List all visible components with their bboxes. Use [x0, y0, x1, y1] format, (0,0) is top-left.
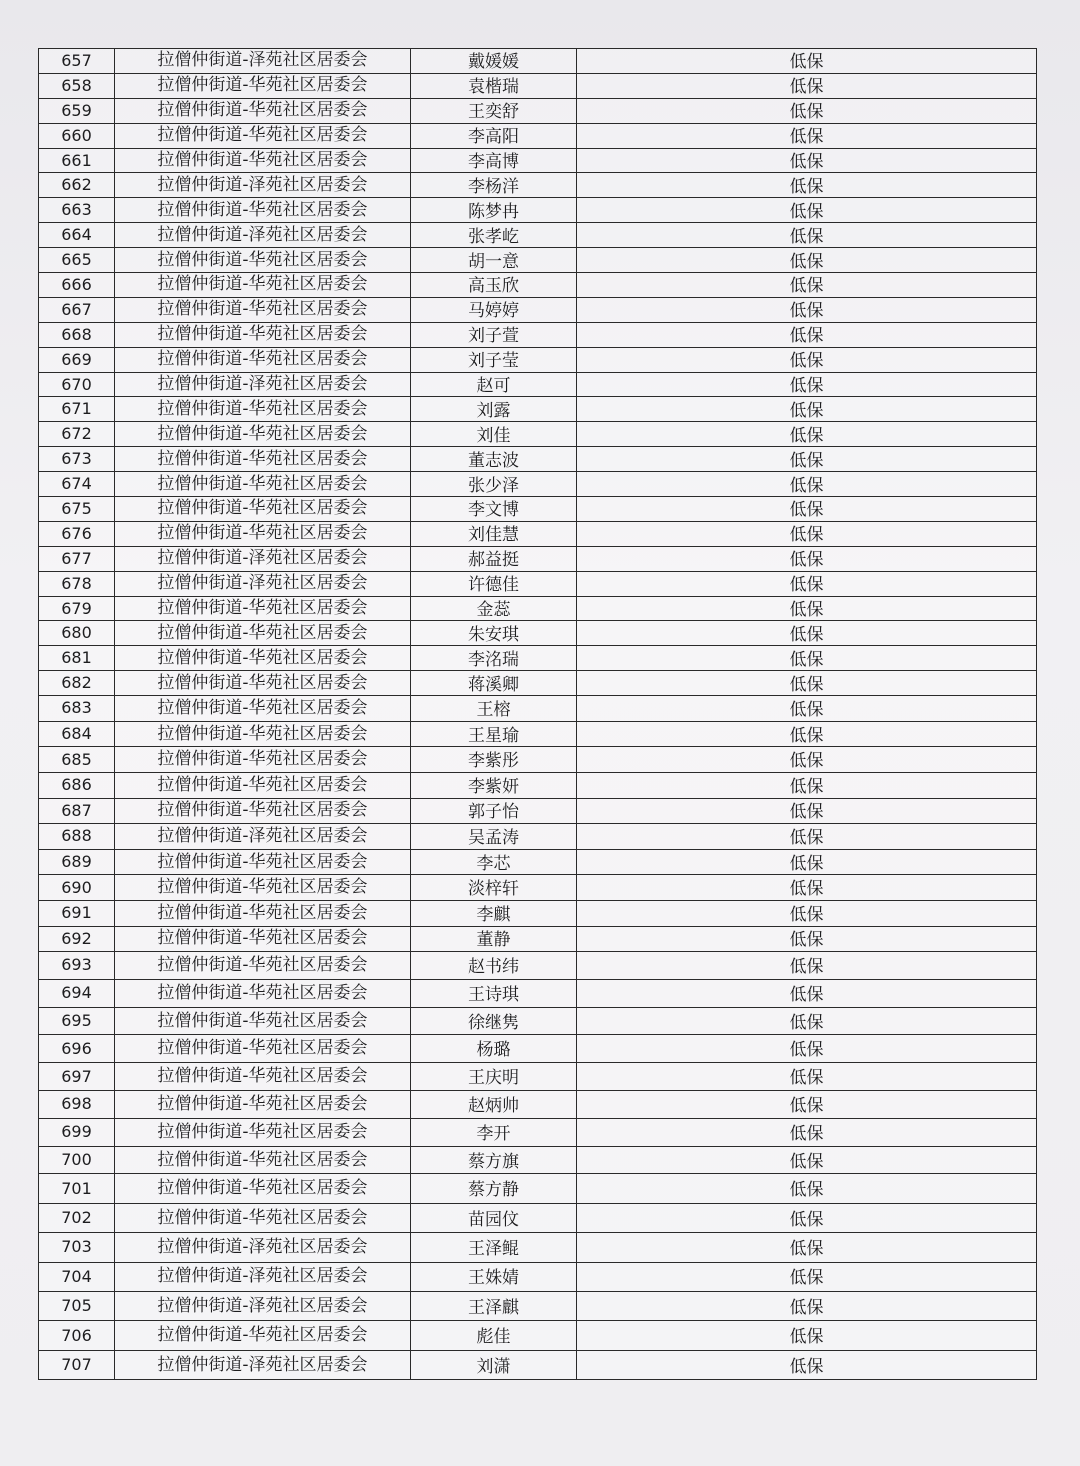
row-name: 李紫妍: [411, 772, 577, 798]
row-type: 低保: [577, 747, 1037, 773]
row-type: 低保: [577, 596, 1037, 621]
row-type: 低保: [577, 322, 1037, 347]
row-name: 苗园伩: [411, 1203, 577, 1232]
row-unit: 拉僧仲街道-华苑社区居委会: [115, 397, 411, 422]
row-unit: 拉僧仲街道-泽苑社区居委会: [115, 1262, 411, 1291]
row-name: 王星瑜: [411, 721, 577, 747]
row-type: 低保: [577, 926, 1037, 952]
row-number: 698: [39, 1091, 115, 1119]
row-type: 低保: [577, 148, 1037, 173]
row-type: 低保: [577, 1007, 1037, 1035]
table-row: [39, 497, 1037, 522]
row-type: 低保: [577, 123, 1037, 148]
row-number: 702: [39, 1203, 115, 1232]
row-unit: 拉僧仲街道-华苑社区居委会: [115, 875, 411, 901]
table-row: [39, 322, 1037, 347]
table-row: [39, 1350, 1037, 1379]
row-type: 低保: [577, 1321, 1037, 1350]
table-row: [39, 447, 1037, 472]
row-unit: 拉僧仲街道-华苑社区居委会: [115, 1118, 411, 1146]
row-name: 刘子莹: [411, 347, 577, 372]
row-type: 低保: [577, 1203, 1037, 1232]
assistance-table: [38, 48, 1037, 1380]
row-type: 低保: [577, 422, 1037, 447]
row-type: 低保: [577, 900, 1037, 926]
row-type: 低保: [577, 1146, 1037, 1174]
table-row: [39, 849, 1037, 875]
row-number: 685: [39, 747, 115, 773]
row-type: 低保: [577, 1262, 1037, 1291]
row-name: 蒋溪卿: [411, 671, 577, 696]
row-number: 707: [39, 1350, 115, 1379]
table-row: [39, 1063, 1037, 1091]
table-row: [39, 621, 1037, 646]
row-unit: 拉僧仲街道-华苑社区居委会: [115, 148, 411, 173]
table-row: [39, 1091, 1037, 1119]
row-type: 低保: [577, 49, 1037, 74]
table-row: [39, 772, 1037, 798]
row-type: 低保: [577, 273, 1037, 298]
row-number: 658: [39, 73, 115, 98]
row-unit: 拉僧仲街道-华苑社区居委会: [115, 347, 411, 372]
table-row: [39, 472, 1037, 497]
row-unit: 拉僧仲街道-华苑社区居委会: [115, 798, 411, 824]
row-type: 低保: [577, 1350, 1037, 1379]
row-unit: 拉僧仲街道-华苑社区居委会: [115, 747, 411, 773]
row-number: 661: [39, 148, 115, 173]
row-unit: 拉僧仲街道-华苑社区居委会: [115, 849, 411, 875]
table-row: [39, 347, 1037, 372]
row-unit: 拉僧仲街道-华苑社区居委会: [115, 1063, 411, 1091]
row-name: 王榕: [411, 696, 577, 722]
table-row: [39, 49, 1037, 74]
row-unit: 拉僧仲街道-泽苑社区居委会: [115, 1233, 411, 1262]
row-unit: 拉僧仲街道-华苑社区居委会: [115, 1174, 411, 1203]
row-name: 李开: [411, 1118, 577, 1146]
row-number: 679: [39, 596, 115, 621]
row-number: 674: [39, 472, 115, 497]
row-number: 660: [39, 123, 115, 148]
row-type: 低保: [577, 979, 1037, 1007]
row-number: 691: [39, 900, 115, 926]
row-number: 670: [39, 372, 115, 397]
row-number: 694: [39, 979, 115, 1007]
table-row: [39, 1146, 1037, 1174]
table-row: [39, 123, 1037, 148]
row-type: 低保: [577, 397, 1037, 422]
row-type: 低保: [577, 521, 1037, 546]
row-type: 低保: [577, 571, 1037, 596]
table-row: [39, 798, 1037, 824]
row-unit: 拉僧仲街道-华苑社区居委会: [115, 447, 411, 472]
row-name: 袁楷瑞: [411, 73, 577, 98]
table-row: [39, 1174, 1037, 1203]
row-type: 低保: [577, 546, 1037, 571]
row-name: 赵书纬: [411, 952, 577, 980]
table-row: [39, 596, 1037, 621]
table-row: [39, 1292, 1037, 1321]
row-number: 677: [39, 546, 115, 571]
row-unit: 拉僧仲街道-华苑社区居委会: [115, 521, 411, 546]
table-row: [39, 297, 1037, 322]
table-row: [39, 1035, 1037, 1063]
row-name: 李洺瑞: [411, 646, 577, 671]
table-row: [39, 875, 1037, 901]
row-number: 689: [39, 849, 115, 875]
row-number: 663: [39, 198, 115, 223]
row-type: 低保: [577, 952, 1037, 980]
table-row: [39, 1118, 1037, 1146]
row-number: 669: [39, 347, 115, 372]
row-number: 688: [39, 824, 115, 850]
row-name: 李文博: [411, 497, 577, 522]
row-unit: 拉僧仲街道-华苑社区居委会: [115, 248, 411, 273]
row-number: 695: [39, 1007, 115, 1035]
row-name: 赵炳帅: [411, 1091, 577, 1119]
row-type: 低保: [577, 721, 1037, 747]
row-type: 低保: [577, 1035, 1037, 1063]
row-unit: 拉僧仲街道-华苑社区居委会: [115, 1146, 411, 1174]
row-unit: 拉僧仲街道-华苑社区居委会: [115, 1321, 411, 1350]
table-row: [39, 979, 1037, 1007]
row-type: 低保: [577, 497, 1037, 522]
row-unit: 拉僧仲街道-华苑社区居委会: [115, 772, 411, 798]
table-row: [39, 571, 1037, 596]
row-name: 王泽鲲: [411, 1233, 577, 1262]
row-name: 蔡方旗: [411, 1146, 577, 1174]
table-row: [39, 696, 1037, 722]
table-row: [39, 422, 1037, 447]
table-row: [39, 747, 1037, 773]
row-number: 668: [39, 322, 115, 347]
table-row: [39, 248, 1037, 273]
table-row: [39, 824, 1037, 850]
row-number: 684: [39, 721, 115, 747]
row-number: 701: [39, 1174, 115, 1203]
row-type: 低保: [577, 173, 1037, 198]
row-name: 张少泽: [411, 472, 577, 497]
row-name: 王诗琪: [411, 979, 577, 1007]
row-type: 低保: [577, 372, 1037, 397]
row-number: 671: [39, 397, 115, 422]
row-number: 693: [39, 952, 115, 980]
row-name: 李紫彤: [411, 747, 577, 773]
row-number: 662: [39, 173, 115, 198]
row-name: 刘子萱: [411, 322, 577, 347]
row-type: 低保: [577, 1063, 1037, 1091]
row-name: 刘潇: [411, 1350, 577, 1379]
row-type: 低保: [577, 798, 1037, 824]
row-number: 667: [39, 297, 115, 322]
row-unit: 拉僧仲街道-华苑社区居委会: [115, 671, 411, 696]
row-name: 徐继隽: [411, 1007, 577, 1035]
row-number: 705: [39, 1292, 115, 1321]
row-unit: 拉僧仲街道-华苑社区居委会: [115, 696, 411, 722]
table-row: [39, 721, 1037, 747]
row-name: 刘佳慧: [411, 521, 577, 546]
row-unit: 拉僧仲街道-泽苑社区居委会: [115, 546, 411, 571]
row-unit: 拉僧仲街道-华苑社区居委会: [115, 297, 411, 322]
row-name: 陈梦冉: [411, 198, 577, 223]
row-type: 低保: [577, 223, 1037, 248]
row-number: 682: [39, 671, 115, 696]
row-unit: 拉僧仲街道-华苑社区居委会: [115, 596, 411, 621]
row-name: 淡梓轩: [411, 875, 577, 901]
row-name: 张孝屹: [411, 223, 577, 248]
row-name: 杨璐: [411, 1035, 577, 1063]
table-row: [39, 646, 1037, 671]
table-row: [39, 900, 1037, 926]
row-unit: 拉僧仲街道-泽苑社区居委会: [115, 824, 411, 850]
row-name: 王奕舒: [411, 98, 577, 123]
row-unit: 拉僧仲街道-华苑社区居委会: [115, 472, 411, 497]
row-unit: 拉僧仲街道-泽苑社区居委会: [115, 173, 411, 198]
row-type: 低保: [577, 1174, 1037, 1203]
row-type: 低保: [577, 297, 1037, 322]
table-row: [39, 372, 1037, 397]
row-name: 蔡方静: [411, 1174, 577, 1203]
row-number: 690: [39, 875, 115, 901]
row-name: 戴媛媛: [411, 49, 577, 74]
table-row: [39, 671, 1037, 696]
row-number: 692: [39, 926, 115, 952]
row-number: 666: [39, 273, 115, 298]
row-name: 李杨洋: [411, 173, 577, 198]
table-row: [39, 546, 1037, 571]
table-row: [39, 1233, 1037, 1262]
row-name: 李高博: [411, 148, 577, 173]
row-type: 低保: [577, 1233, 1037, 1262]
row-name: 马婷婷: [411, 297, 577, 322]
row-name: 刘佳: [411, 422, 577, 447]
row-number: 686: [39, 772, 115, 798]
table-row: [39, 1321, 1037, 1350]
table-row: [39, 1262, 1037, 1291]
row-unit: 拉僧仲街道-华苑社区居委会: [115, 979, 411, 1007]
row-number: 664: [39, 223, 115, 248]
row-name: 李麒: [411, 900, 577, 926]
row-unit: 拉僧仲街道-泽苑社区居委会: [115, 1292, 411, 1321]
row-type: 低保: [577, 875, 1037, 901]
row-unit: 拉僧仲街道-华苑社区居委会: [115, 1203, 411, 1232]
table-row: [39, 148, 1037, 173]
row-unit: 拉僧仲街道-华苑社区居委会: [115, 926, 411, 952]
table-row: [39, 1007, 1037, 1035]
row-unit: 拉僧仲街道-泽苑社区居委会: [115, 223, 411, 248]
row-type: 低保: [577, 646, 1037, 671]
row-type: 低保: [577, 1292, 1037, 1321]
row-name: 王姝婧: [411, 1262, 577, 1291]
row-name: 王庆明: [411, 1063, 577, 1091]
row-type: 低保: [577, 849, 1037, 875]
row-type: 低保: [577, 696, 1037, 722]
row-type: 低保: [577, 1118, 1037, 1146]
row-name: 朱安琪: [411, 621, 577, 646]
row-type: 低保: [577, 198, 1037, 223]
row-number: 672: [39, 422, 115, 447]
row-name: 郭子怡: [411, 798, 577, 824]
row-number: 704: [39, 1262, 115, 1291]
row-unit: 拉僧仲街道-华苑社区居委会: [115, 98, 411, 123]
row-unit: 拉僧仲街道-华苑社区居委会: [115, 1035, 411, 1063]
row-name: 彪佳: [411, 1321, 577, 1350]
row-name: 吴孟涛: [411, 824, 577, 850]
row-name: 董志波: [411, 447, 577, 472]
table-body: [39, 49, 1037, 1380]
row-unit: 拉僧仲街道-泽苑社区居委会: [115, 49, 411, 74]
table-row: [39, 1203, 1037, 1232]
row-unit: 拉僧仲街道-华苑社区居委会: [115, 73, 411, 98]
row-number: 680: [39, 621, 115, 646]
row-type: 低保: [577, 347, 1037, 372]
row-number: 699: [39, 1118, 115, 1146]
row-type: 低保: [577, 772, 1037, 798]
row-name: 高玉欣: [411, 273, 577, 298]
row-type: 低保: [577, 447, 1037, 472]
row-name: 胡一意: [411, 248, 577, 273]
row-name: 董静: [411, 926, 577, 952]
row-type: 低保: [577, 248, 1037, 273]
row-unit: 拉僧仲街道-华苑社区居委会: [115, 952, 411, 980]
row-unit: 拉僧仲街道-华苑社区居委会: [115, 198, 411, 223]
row-unit: 拉僧仲街道-华苑社区居委会: [115, 1091, 411, 1119]
row-unit: 拉僧仲街道-华苑社区居委会: [115, 721, 411, 747]
row-name: 李芯: [411, 849, 577, 875]
row-unit: 拉僧仲街道-泽苑社区居委会: [115, 372, 411, 397]
row-unit: 拉僧仲街道-华苑社区居委会: [115, 621, 411, 646]
row-number: 673: [39, 447, 115, 472]
row-type: 低保: [577, 671, 1037, 696]
row-unit: 拉僧仲街道-泽苑社区居委会: [115, 571, 411, 596]
row-number: 657: [39, 49, 115, 74]
row-type: 低保: [577, 98, 1037, 123]
table-row: [39, 73, 1037, 98]
row-number: 665: [39, 248, 115, 273]
table-row: [39, 173, 1037, 198]
table-row: [39, 952, 1037, 980]
row-name: 赵可: [411, 372, 577, 397]
table-row: [39, 98, 1037, 123]
table-row: [39, 926, 1037, 952]
row-name: 金蕊: [411, 596, 577, 621]
row-number: 706: [39, 1321, 115, 1350]
table-row: [39, 521, 1037, 546]
row-type: 低保: [577, 824, 1037, 850]
row-unit: 拉僧仲街道-华苑社区居委会: [115, 900, 411, 926]
row-number: 681: [39, 646, 115, 671]
row-unit: 拉僧仲街道-华苑社区居委会: [115, 322, 411, 347]
row-number: 696: [39, 1035, 115, 1063]
row-number: 687: [39, 798, 115, 824]
row-number: 683: [39, 696, 115, 722]
row-unit: 拉僧仲街道-华苑社区居委会: [115, 273, 411, 298]
row-unit: 拉僧仲街道-华苑社区居委会: [115, 1007, 411, 1035]
row-name: 李高阳: [411, 123, 577, 148]
row-name: 王泽麒: [411, 1292, 577, 1321]
row-number: 678: [39, 571, 115, 596]
row-type: 低保: [577, 73, 1037, 98]
table-row: [39, 223, 1037, 248]
row-name: 郝益挺: [411, 546, 577, 571]
row-number: 700: [39, 1146, 115, 1174]
row-unit: 拉僧仲街道-华苑社区居委会: [115, 646, 411, 671]
row-type: 低保: [577, 1091, 1037, 1119]
row-name: 刘露: [411, 397, 577, 422]
table-row: [39, 397, 1037, 422]
table-row: [39, 273, 1037, 298]
row-number: 703: [39, 1233, 115, 1262]
row-number: 676: [39, 521, 115, 546]
row-name: 许德佳: [411, 571, 577, 596]
row-unit: 拉僧仲街道-泽苑社区居委会: [115, 1350, 411, 1379]
row-unit: 拉僧仲街道-华苑社区居委会: [115, 422, 411, 447]
row-number: 675: [39, 497, 115, 522]
row-number: 697: [39, 1063, 115, 1091]
row-unit: 拉僧仲街道-华苑社区居委会: [115, 123, 411, 148]
row-unit: 拉僧仲街道-华苑社区居委会: [115, 497, 411, 522]
row-number: 659: [39, 98, 115, 123]
row-type: 低保: [577, 472, 1037, 497]
row-type: 低保: [577, 621, 1037, 646]
table-row: [39, 198, 1037, 223]
table-container: [38, 48, 1036, 1380]
